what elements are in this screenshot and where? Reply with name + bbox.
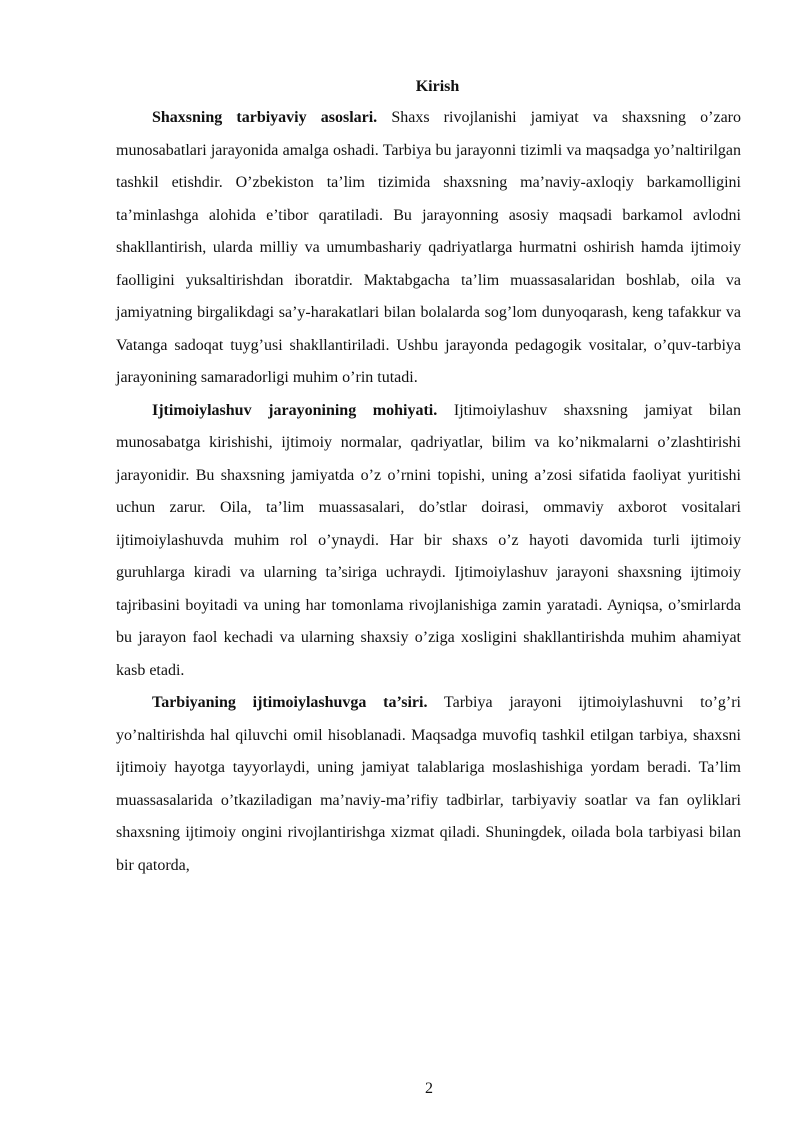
page-title: Kirish	[415, 78, 460, 95]
paragraph-tarbiyaviy-asoslar	[116, 102, 741, 395]
paragraph-text: Tarbiya jarayoni ijtimoiylashuvni to’g’ri yo’naltirishda hal qiluvchi omil hisoblanadi. Maqsadga muvofiq tashkil etilgan tarbiya, shaxsni ijtimoiy hayotga tayyorlaydi, uning jamiyat talablariga moslashishiga yordam beradi. Ta’lim muassasalarida o’tkaziladigan ma’naviy-ma’rifiy tadbirlar, tarbiyaviy soatlar va fan oyliklari shaxsning ijtimoiy ongini rivojlantirishga xizmat qiladi. Shuningdek, oilada bola tarbiyasi bilan bir qatorda,	[116, 694, 741, 874]
paragraph-text: Ijtimoiylashuv shaxsning jamiyat bilan munosabatga kirishishi, ijtimoiy normalar, qadriyatlar, bilim va ko’nikmalarni o’zlashtirishi jarayonidir. Bu shaxsning jamiyatda o’z o’rnini topishi, uning a’zosi sifatida faoliyat yuritishi uchun zarur. Oila, ta’lim muassasalari, do’stlar doirasi, ommaviy axborot vositalari ijtimoiylashuvda muhim rol o’ynaydi. Har bir shaxs o’z hayoti davomida turli ijtimoiy guruhlarga kiradi va ularning ta’siriga uchraydi. Ijtimoiylashuv jarayoni shaxsning ijtimoiy tajribasini boyitadi va uning har tomonlama rivojlanishiga zamin yaratadi. Ayniqsa, o’smirlarda bu jarayon faol kechadi va ularning shaxsiy o’ziga xosligini shakllantirishda muhim ahamiyat kasb etadi.	[116, 401, 741, 679]
paragraph-heading: Shaxsning tarbiyaviy asoslari.	[152, 109, 378, 126]
paragraph-tarbiya-tasiri	[116, 687, 741, 882]
paragraph-heading: Ijtimoiylashuv jarayonining mohiyati.	[152, 401, 438, 419]
paragraph-ijtimoiylashuv-mohiyati	[116, 395, 741, 688]
paragraph-text: Shaxs rivojlanishi jamiyat va shaxsning o’zaro munosabatlari jarayonida amalga oshadi. Tarbiya bu jarayonni tizimli va maqsadga yo’naltirilgan tashkil etishdir. O’zbekiston ta’lim tizimida shaxsning ma’naviy-axloqiy barkamolligini ta’minlashga alohida e’tibor qaratiladi. Bu jarayonning asosiy maqsadi barkamol avlodni shakllantirish, ularda milliy va umumbashariy qadriyatlarga hurmatni oshirish hamda ijtimoiy faolligini yuksaltirishdan iboratdir. Maktabgacha ta’lim muassasalaridan boshlab, oila va jamiyatning birgalikdagi sa’y-harakatlari bilan bolalarda sog’lom dunyoqarash, keng tafakkur va Vatanga sadoqat tuyg’usi shakllantiriladi. Ushbu jarayonda pedagogik vositalar, o’quv-tarbiya jarayonining samaradorligi muhim o’rin tutadi.	[116, 109, 741, 386]
page-number: 2	[425, 1080, 433, 1097]
paragraph-heading: Tarbiyaning ijtimoiylashuvga ta’siri.	[152, 694, 428, 711]
page-content	[116, 72, 741, 882]
